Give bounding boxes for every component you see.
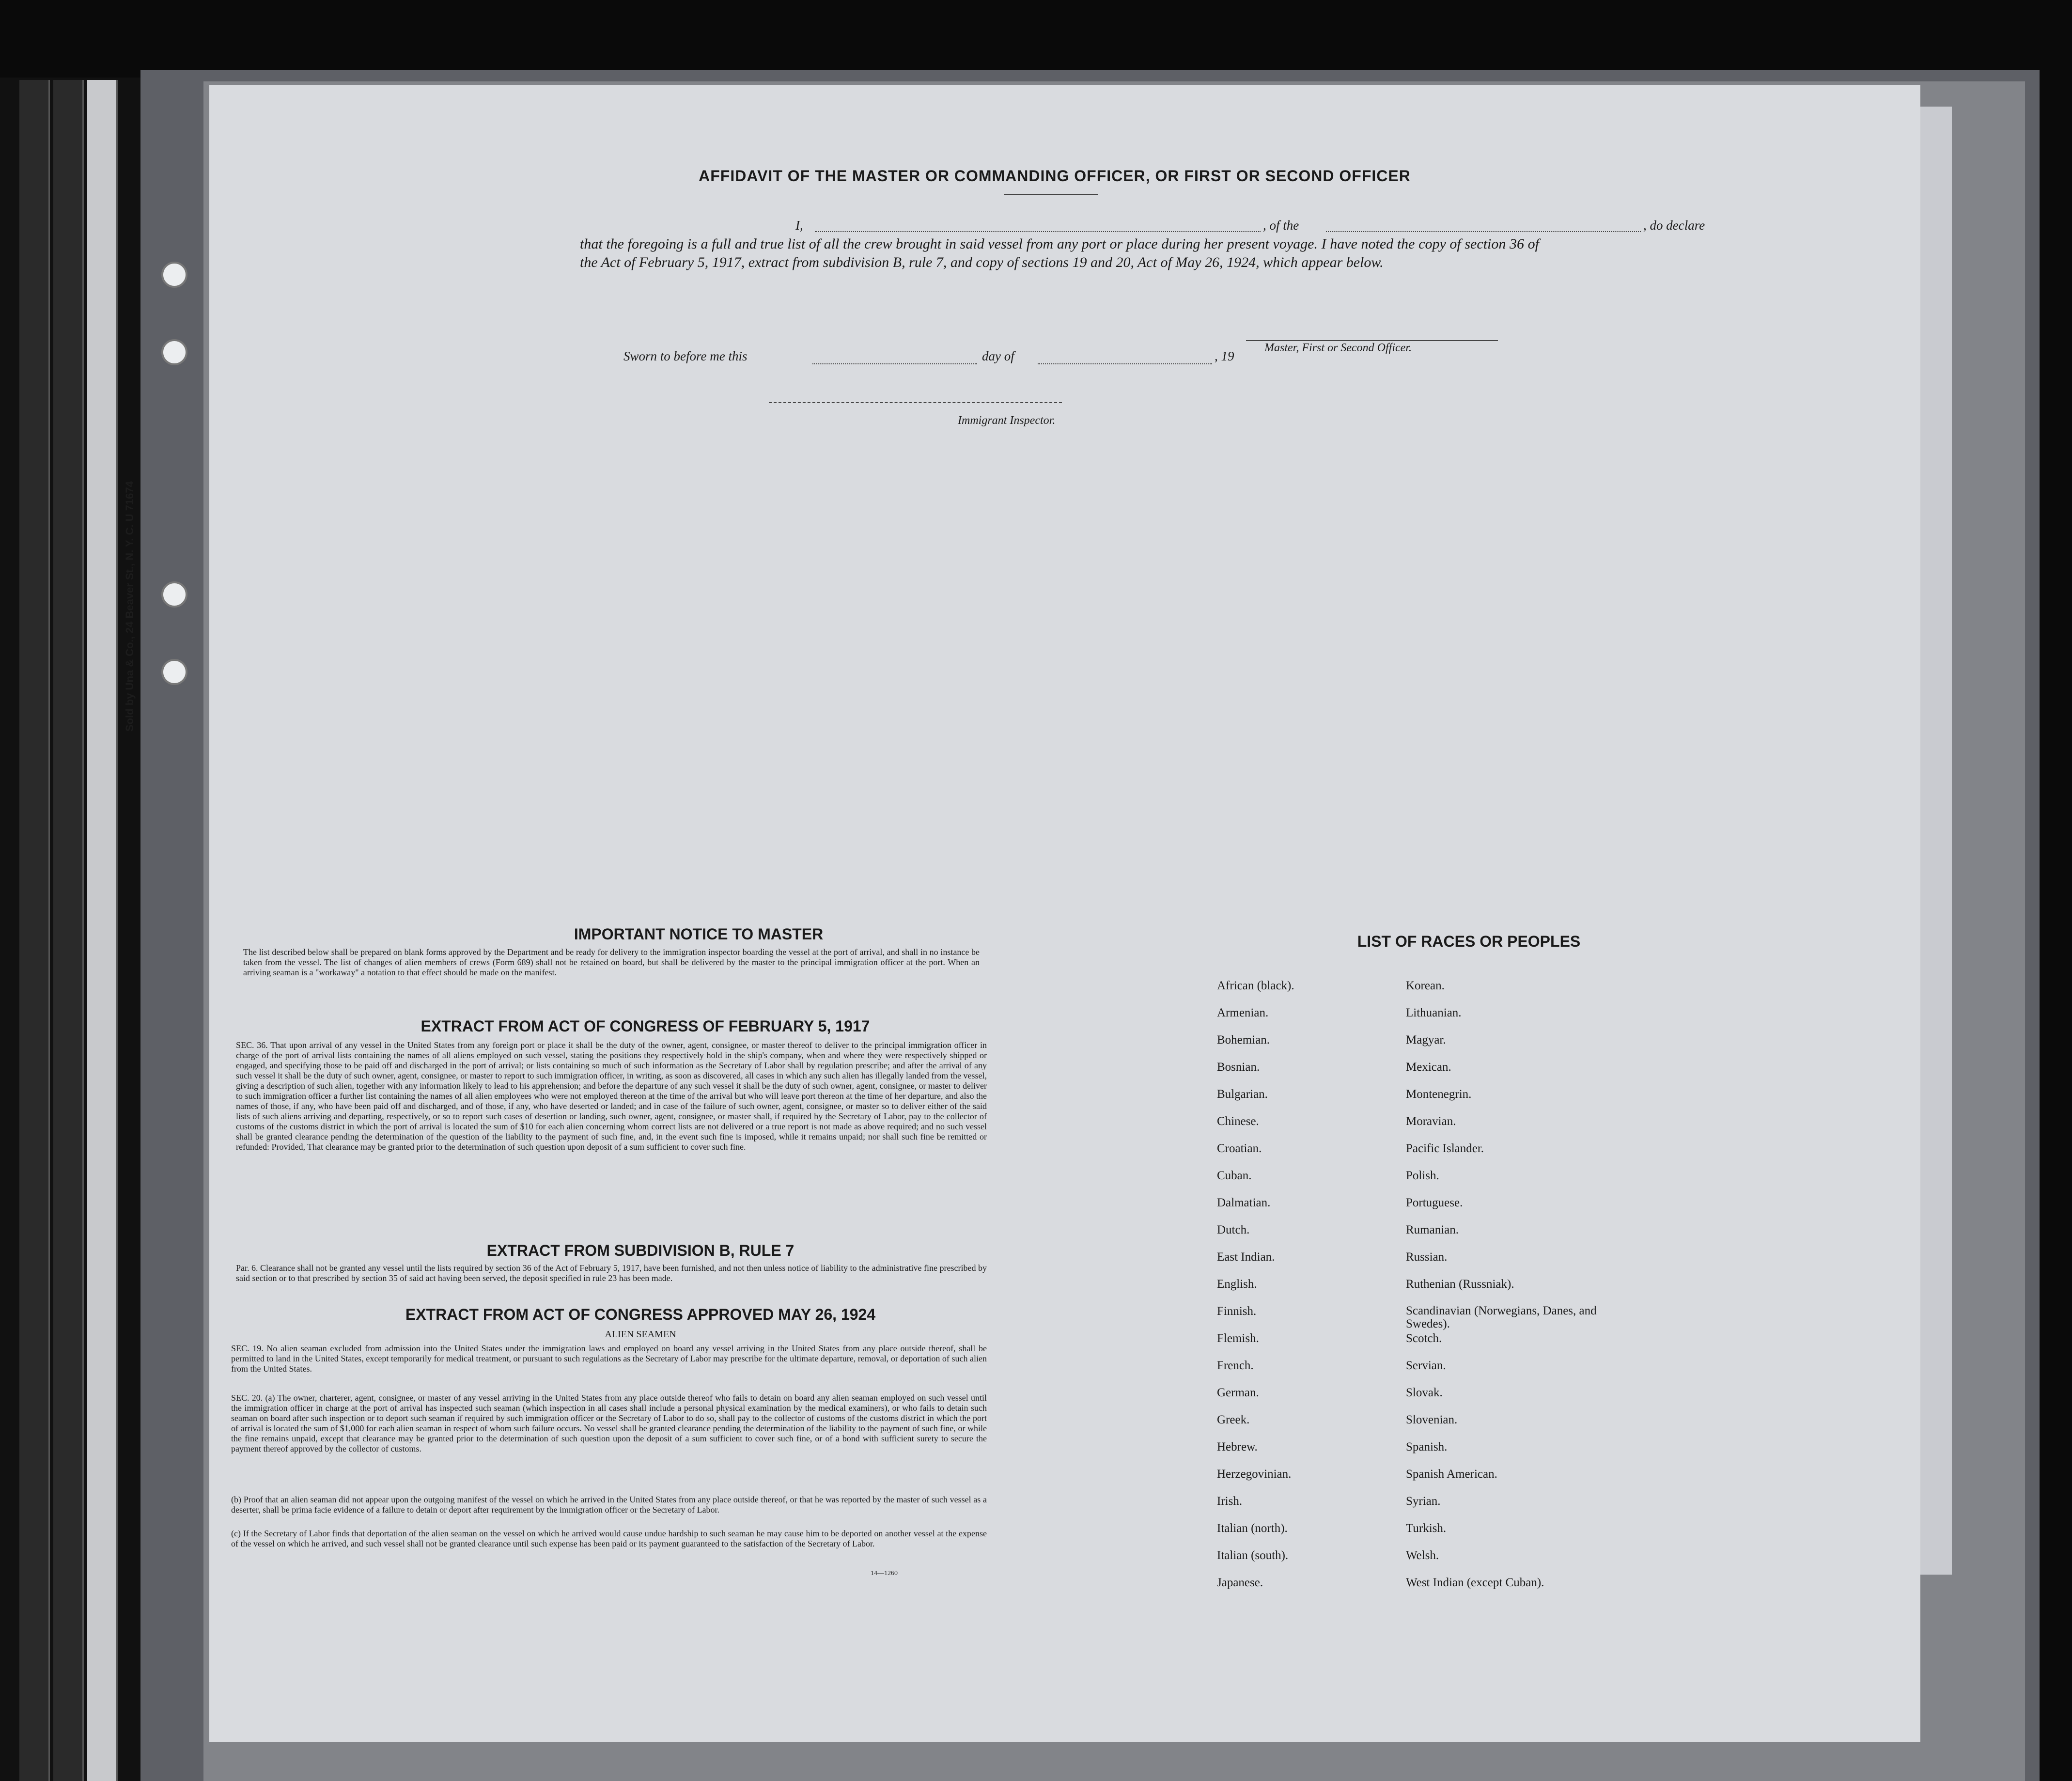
race-item: Dutch. [1217, 1223, 1250, 1236]
race-item: East Indian. [1217, 1250, 1275, 1264]
race-item: Italian (north). [1217, 1522, 1288, 1535]
race-item: Magyar. [1406, 1033, 1446, 1047]
form-number: 14—1260 [871, 1570, 898, 1577]
binder-strip [19, 80, 50, 1781]
race-item: Bosnian. [1217, 1061, 1260, 1074]
race-item: Greek. [1217, 1413, 1250, 1426]
race-item: Dalmatian. [1217, 1196, 1271, 1209]
race-item: Lithuanian. [1406, 1006, 1462, 1019]
affidavit-line-end: , do declare [1643, 218, 1705, 233]
race-item: Turkish. [1406, 1522, 1447, 1535]
notice-text: The list described below shall be prepared on blank forms approved by the Department and be ready for delivery to the immigration inspector boarding the vessel at the port of arrival, and shall in no instance be taken from the vessel. The list of changes of alien members of crews (Form 689) shall not be retained on board, but shall be delivered by the master to the principal immigration officer at the port. When an arriving seaman is a "workaway" a notation to that effect should be made on the manifest. [243, 947, 980, 977]
races-column-2 [1406, 979, 1638, 1603]
race-item: Montenegrin. [1406, 1088, 1472, 1101]
race-item: Rumanian. [1406, 1223, 1459, 1236]
race-item: Welsh. [1406, 1549, 1439, 1562]
race-item: German. [1217, 1386, 1259, 1399]
race-item: Flemish. [1217, 1332, 1259, 1345]
sworn-start: Sworn to before me this [623, 349, 748, 363]
race-item: African (black). [1217, 979, 1294, 992]
inspector-line[interactable] [769, 402, 1062, 403]
race-item: Russian. [1406, 1250, 1448, 1264]
race-item: Spanish. [1406, 1440, 1448, 1453]
race-item: Scotch. [1406, 1332, 1442, 1345]
race-item: Slovak. [1406, 1386, 1443, 1399]
race-item: Moravian. [1406, 1115, 1456, 1128]
race-item: Pacific Islander. [1406, 1142, 1484, 1155]
race-item: Scandinavian (Norwegians, Danes, and Swedes). [1406, 1304, 1597, 1330]
race-item: Chinese. [1217, 1115, 1259, 1128]
alien-seamen-subtitle: ALIEN SEAMEN [605, 1329, 676, 1340]
race-item: Mexican. [1406, 1061, 1451, 1074]
race-item: Japanese. [1217, 1576, 1263, 1589]
race-item: Irish. [1217, 1495, 1243, 1508]
sworn-month-field[interactable] [1038, 363, 1212, 364]
race-item: Korean. [1406, 979, 1445, 992]
sec19-text: SEC. 19. No alien seaman excluded from admission into the United States under the immigration laws and employed on board any vessel arriving in the United States from any place outside thereof, shall be permitted to land in the United States, except temporarily for medical treatment, or pursuant to such regulations as the Secretary of Labor may prescribe for the ultimate departure, removal, or deportation of such alien from the United States. [231, 1344, 987, 1374]
printer-imprint: Sold by Una & Co., 24 Beaver St., N. Y. C. U 71674 [124, 481, 136, 732]
race-item: Syrian. [1406, 1495, 1441, 1508]
race-item: West Indian (except Cuban). [1406, 1576, 1544, 1589]
race-item: Bulgarian. [1217, 1088, 1268, 1101]
sworn-day-field[interactable] [812, 363, 977, 364]
punch-hole [161, 581, 187, 608]
form-page [209, 85, 1920, 1742]
title-underline [1004, 194, 1098, 195]
races-column-1 [1217, 979, 1391, 1603]
notice-title: IMPORTANT NOTICE TO MASTER [574, 925, 824, 943]
affidavit-line-start: I, [795, 218, 803, 233]
race-item: Cuban. [1217, 1169, 1252, 1182]
race-item: Spanish American. [1406, 1468, 1497, 1481]
name-field[interactable] [815, 231, 1261, 232]
race-item: Italian (south). [1217, 1549, 1289, 1562]
punch-hole [161, 262, 187, 288]
binder-strip [87, 80, 118, 1781]
rule7-title: EXTRACT FROM SUBDIVISION B, RULE 7 [486, 1242, 795, 1259]
affidavit-title: AFFIDAVIT OF THE MASTER OR COMMANDING OFFICER, OR FIRST OR SECOND OFFICER [699, 167, 1411, 185]
affidavit-line-mid: , of the [1263, 218, 1299, 233]
race-item: French. [1217, 1359, 1254, 1372]
race-item: Servian. [1406, 1359, 1446, 1372]
extract-1924-title: EXTRACT FROM ACT OF CONGRESS APPROVED MAY 26, 1924 [405, 1306, 876, 1323]
affidavit-body: that the foregoing is a full and true list of all the crew brought in said vessel from any port or place during her present voyage. I have noted the copy of section 36 of the Act of February 5, 1917, extract from subdivision B, rule 7, and copy of sections 19 and 20, Act of May 26, 1924, which appear below. [580, 236, 1539, 270]
punch-hole [161, 659, 187, 685]
race-item: Bohemian. [1217, 1033, 1270, 1047]
races-title: LIST OF RACES OR PEOPLES [1357, 933, 1581, 950]
race-item: Polish. [1406, 1169, 1439, 1182]
sec20a-text: SEC. 20. (a) The owner, charterer, agent, consignee, or master of any vessel arriving in the United States from any place outside thereof who fails to detain on board any alien seaman employed on such vessel until the immigration officer in charge at the port of arrival has inspected such seaman (which inspection in all cases shall include a personal physical examination by the medical examiners), or who fails to detain such seaman on board after such inspection or to deport such seaman if required by such immigration officer or the Secretary of Labor to do so, shall pay to the collector of customs of the customs district in which the port of arrival is located the sum of $1,000 for each alien seaman in respect of whom such failure occurs. No vessel shall be granted clearance pending the determination of the liability to the payment of such fine, or while the fine remains unpaid, except that clearance may be granted prior to the determination of such question upon the deposit of a sum sufficient to cover such fine, or of a bond with sufficient surety to secure the payment thereof approved by the collector of customs. [231, 1393, 987, 1453]
sec20c-text: (c) If the Secretary of Labor finds that deportation of the alien seaman on the vessel on which he arrived would cause undue hardship to such seaman he may cause him to be deported on another vessel at the expense of the vessel on which he arrived, and such vessel shall not be granted clearance until such expense has been paid or its payment guaranteed to the satisfaction of the Secretary of Labor. [231, 1529, 987, 1548]
sworn-year-label: , 19 [1215, 349, 1234, 363]
race-item: Armenian. [1217, 1006, 1269, 1019]
signature-label: Master, First or Second Officer. [1264, 342, 1412, 354]
race-item: Croatian. [1217, 1142, 1262, 1155]
race-item: Ruthenian (Russniak). [1406, 1278, 1514, 1291]
inspector-label: Immigrant Inspector. [958, 414, 1056, 427]
rule7-text: Par. 6. Clearance shall not be granted any vessel until the lists required by section 36 of the Act of February 5, 1917, have been furnished, and not then unless notice of liability to the administrative fine prescribed by said section or to that prescribed by section 35 of said act having been served, the deposit specified in rule 23 has been made. [236, 1263, 987, 1283]
vessel-field[interactable] [1326, 231, 1641, 232]
race-item: Finnish. [1217, 1305, 1257, 1318]
binder-strip [53, 80, 84, 1781]
race-item: Slovenian. [1406, 1413, 1458, 1426]
race-item: Hebrew. [1217, 1440, 1258, 1453]
punch-hole [161, 339, 187, 365]
race-item: Portuguese. [1406, 1196, 1463, 1209]
race-item: English. [1217, 1278, 1257, 1291]
race-item: Herzegovinian. [1217, 1468, 1292, 1481]
extract-1917-title: EXTRACT FROM ACT OF CONGRESS OF FEBRUARY 5, 1917 [421, 1017, 870, 1035]
signature-line[interactable] [1246, 340, 1498, 341]
extract-1917-text: SEC. 36. That upon arrival of any vessel in the United States from any foreign port or place it shall be the duty of the owner, agent, consignee, or master thereof to deliver to the principal immigration officer in charge of the port of arrival lists containing the names of all aliens employed on such vessel, stating the positions they respectively hold in the ship's company, when and where they were respectively shipped or engaged, and specifying those to be paid off and discharged in the port of arrival; or lists containing so much of such information as the Secretary of Labor shall by regulation prescribe; and after the arrival of any such vessel it shall be the duty of such owner, agent, consignee, or master to report to such immigration officer, in writing, as soon as discovered, all cases in which any such alien has illegally landed from the vessel, giving a description of such alien, together with any information likely to lead to his apprehension; and before the departure of any such vessel it shall be the duty of such owner, agent, consignee, or master to deliver to such immigration officer a further list containing the names of all alien employees who were not employed thereon at the time of the arrival but who will leave port thereon at the time of her departure, and also the names of those, if any, who have been paid off and discharged, and of those, if any, who have deserted or landed; and in case of the failure of such owner, agent, consignee, or master so to deliver either of the said lists of such aliens arriving and departing, respectively, or so to report such cases of desertion or landing, such owner, agent, consignee, or master shall, if required by the Secretary of Labor, pay to the collector of customs of the customs district in which the port of arrival is located the sum of $10 for each alien concerning whom correct lists are not delivered or a true report is not made as above required; and no such vessel shall be granted clearance pending the determination of the question of the liability to the payment of such fine, and, in the event such fine is imposed, while it remains unpaid; nor shall such fine be remitted or refunded: Provided, That clearance may be granted prior to the determination of such question upon deposit of a sum sufficient to cover such fine. [236, 1040, 987, 1152]
sworn-day-label: day of [982, 349, 1014, 363]
sec20b-text: (b) Proof that an alien seaman did not appear upon the outgoing manifest of the vessel on which he arrived in the United States from any place outside thereof, or that he was reported by the master of such vessel as a deserter, shall be prima facie evidence of a failure to detain or deport after requirement by the immigration officer or the Secretary of Labor. [231, 1495, 987, 1515]
